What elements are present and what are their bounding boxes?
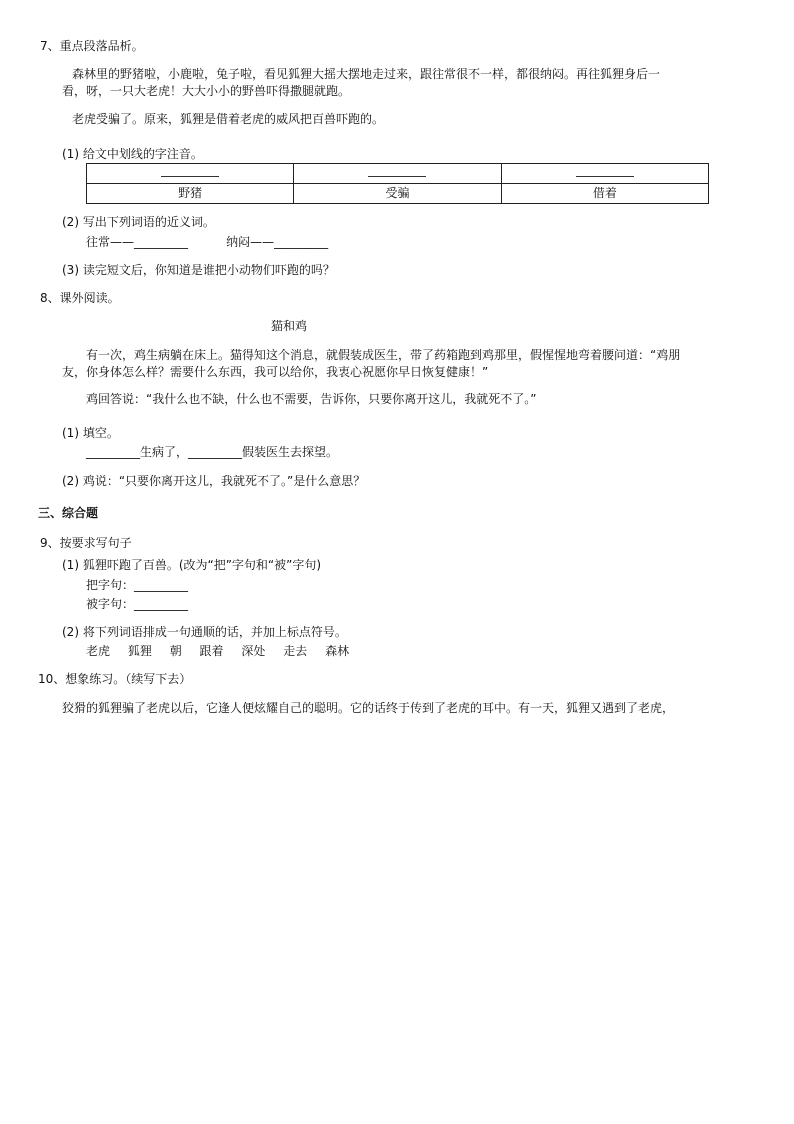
q7-sub2: (2) 写出下列词语的近义词。: [62, 215, 215, 229]
q7-passage-line1: 森林里的野猪啦，小鹿啦，兔子啦，看见狐狸大摇大摆地走过来，跟往常很不一样，都很纳闷。再往狐狸身后一: [72, 67, 661, 81]
word-item: 走去: [283, 644, 308, 658]
section-heading: 三、综合题: [38, 506, 99, 520]
word-item: 朝: [169, 644, 182, 658]
q8-sub1: (1) 填空。: [62, 426, 119, 440]
q8-sub2: (2) 鸡说：“只要你离开这儿，我就死不了。”是什么意思？: [62, 474, 366, 488]
word-item: 深处: [241, 644, 266, 658]
word-list: [86, 643, 363, 660]
table-word: 借着: [501, 184, 708, 204]
q8-passage-line2: 友，你身体怎么样？需要什么东西，我可以给你，我衷心祝愿你早日恢复健康！”: [62, 365, 489, 379]
q8-passage-line1: 有一次，鸡生病躺在床上。猫得知这个消息，就假装成医生，带了药箱跑到鸡那里，假惺惺地弯着腰问道：“鸡朋: [86, 348, 681, 362]
q7-passage-para2: 老虎受骗了。原来，狐狸是借着老虎的威风把百兽吓跑的。: [72, 112, 385, 126]
q7-sub3: (3) 读完短文后，你知道是谁把小动物们吓跑的吗？: [62, 263, 335, 277]
q7-passage-line2: 看，呀，一只大老虎！大大小小的野兽吓得撒腿就跑。: [62, 84, 351, 98]
q10-prompt: 狡猾的狐狸骗了老虎以后，它逢人便炫耀自己的聪明。它的话终于传到了老虎的耳中。有一天，狐狸又遇到了老虎，: [62, 701, 675, 715]
word-item: 森林: [325, 644, 350, 658]
q7-sub2-answer-line[interactable]: 往常——_________ 纳闷——_________: [86, 235, 329, 249]
word-item: 老虎: [86, 644, 111, 658]
word-item: 跟着: [199, 644, 224, 658]
q8-sub1-fill-line[interactable]: _________生病了，_________假装医生去探望。: [86, 445, 339, 459]
q7-heading: 7、重点段落品析。: [40, 39, 144, 53]
q8-heading: 8、课外阅读。: [40, 291, 120, 305]
pinyin-blank[interactable]: [87, 164, 294, 184]
pinyin-blank[interactable]: [501, 164, 708, 184]
table-word: 受骗: [294, 184, 501, 204]
word-item: 狐狸: [127, 644, 152, 658]
q9-heading: 9、按要求写句子: [40, 536, 132, 550]
q9-sub1: (1) 狐狸吓跑了百兽。(改为“把”字句和“被”字句): [62, 558, 322, 572]
ba-sentence-field[interactable]: 把字句：_________: [86, 578, 189, 592]
q10-heading: 10、想象练习。（续写下去）: [38, 672, 192, 686]
pinyin-blank[interactable]: [294, 164, 501, 184]
pinyin-table: [86, 163, 709, 204]
story-title: 猫和鸡: [271, 319, 308, 333]
q9-sub2: (2) 将下列词语排成一句通顺的话，并加上标点符号。: [62, 625, 347, 639]
table-word: 野猪: [87, 184, 294, 204]
bei-sentence-field[interactable]: 被字句：_________: [86, 597, 189, 611]
q7-sub1: (1) 给文中划线的字注音。: [62, 147, 203, 161]
q8-passage-para2: 鸡回答说：“我什么也不缺，什么也不需要，告诉你，只要你离开这儿，我就死不了。”: [86, 392, 537, 406]
